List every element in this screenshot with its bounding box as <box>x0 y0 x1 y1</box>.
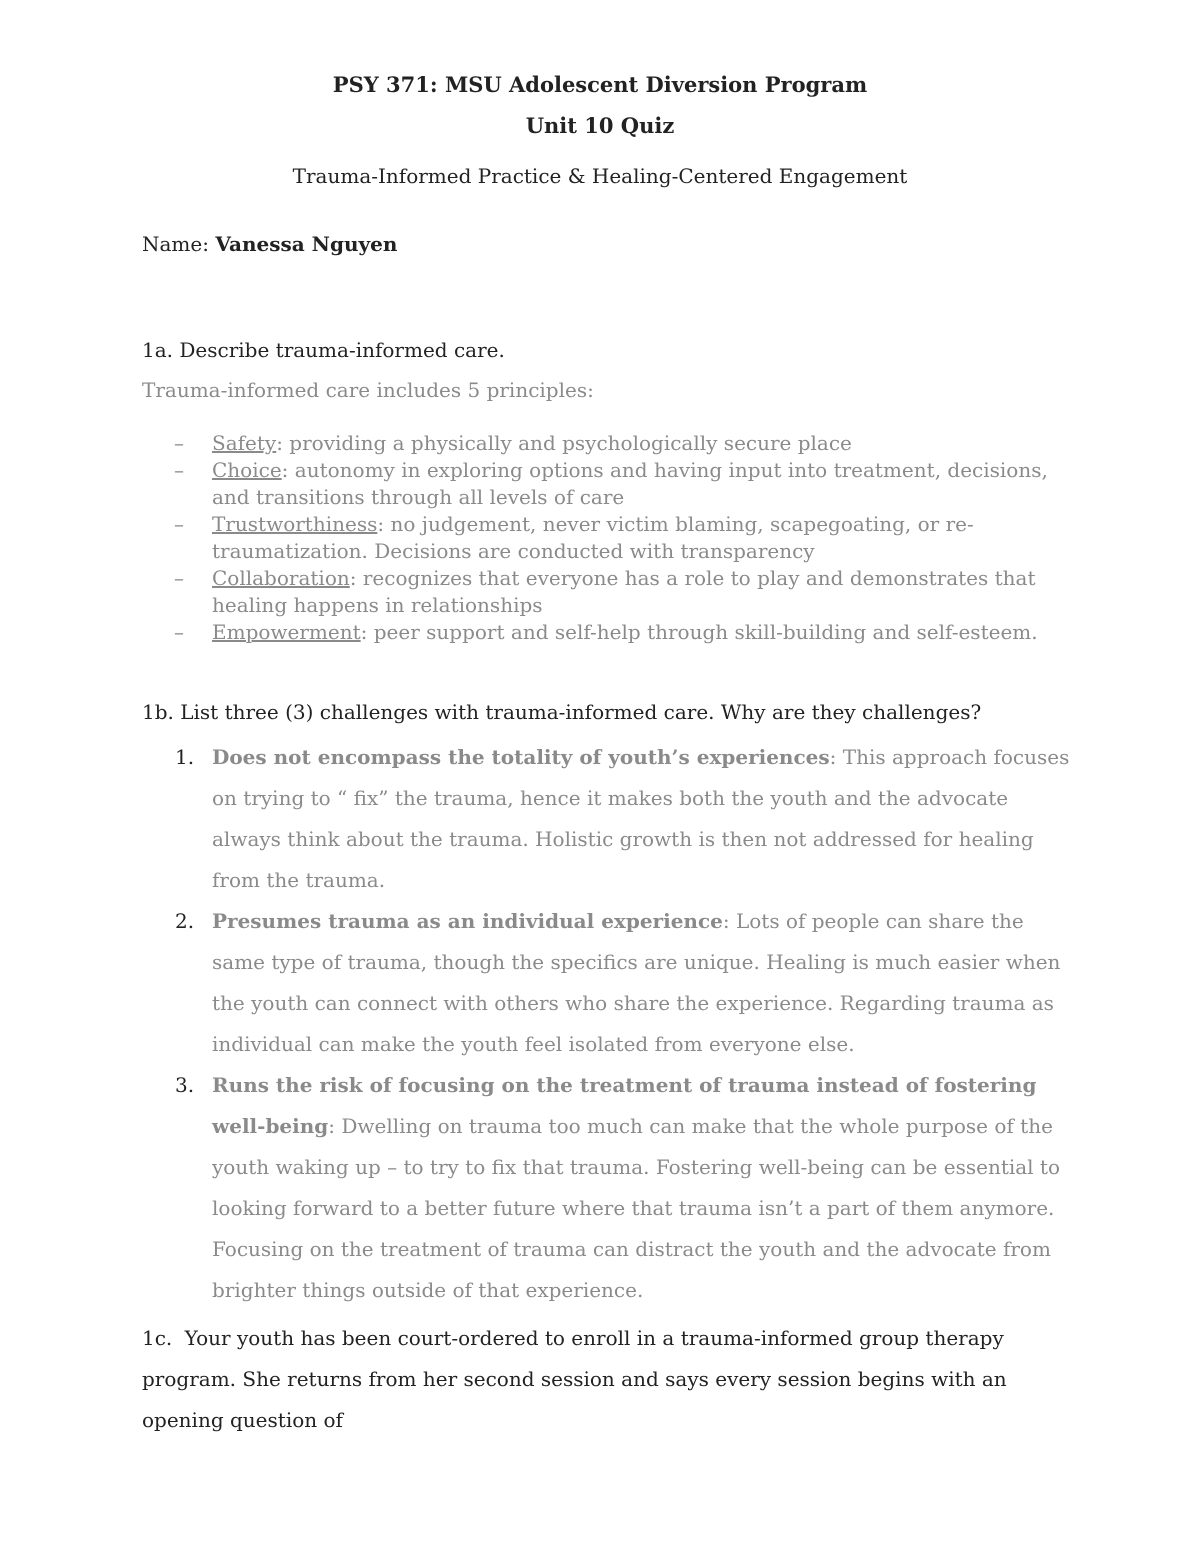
principle-item: – Trustworthiness: no judgement, never victim blaming, scapegoating, or re-traumatization. Decisions are conducted with transparency <box>174 512 974 563</box>
principle-term: Empowerment <box>212 620 361 644</box>
challenge-item <box>142 901 1072 1065</box>
principle-term: Safety <box>212 431 277 455</box>
principle-text: : recognizes that everyone has a role to play and demonstrates that healing happens in relationships <box>212 566 1036 617</box>
challenge-heading: Presumes trauma as an individual experience <box>212 909 723 933</box>
principle-term: Trustworthiness <box>212 512 378 536</box>
challenge-text: : Lots of people can share the same type of trauma, though the specifics are unique. Healing is much easier when the youth can connect with others who share the experience. Regarding trauma as individual can make the youth feel isolated from everyone else. <box>212 909 1061 1056</box>
question-1c-label: 1c. <box>142 1326 173 1350</box>
challenge-item <box>142 1065 1072 1311</box>
principle-term: Collaboration <box>212 566 350 590</box>
challenge-text: : Dwelling on trauma too much can make that the whole purpose of the youth waking up – to try to fix that trauma. Fostering well-being can be essential to looking forward to a better future where that trauma isn’t a part of them anymore. Focusing on the treatment of trauma can distract the youth and the advocate from brighter things outside of that experience. <box>212 1114 1061 1302</box>
principle-text: : no judgement, never victim blaming, scapegoating, or re-traumatization. Decisions are conducted with transparency <box>212 512 974 563</box>
challenge-number: 2. <box>175 909 195 933</box>
principles-list <box>142 430 1072 646</box>
challenge-heading: Does not encompass the totality of youth’s experiences <box>212 745 830 769</box>
question-1c-text: Your youth has been court-ordered to enroll in a trauma-informed group therapy program. She returns from her second session and says every session begins with an opening question of <box>142 1326 1007 1432</box>
answer-1a-intro: Trauma-informed care includes 5 principles: <box>142 378 594 402</box>
topic-title: Trauma-Informed Practice & Healing-Centered Engagement <box>292 164 908 188</box>
challenge-number: 1. <box>175 745 195 769</box>
challenge-item <box>142 737 1072 901</box>
unit-title: Unit 10 Quiz <box>525 113 675 138</box>
question-1b: 1b. List three (3) challenges with trauma-informed care. Why are they challenges? <box>142 700 982 724</box>
challenge-number: 3. <box>175 1073 195 1097</box>
course-title: PSY 371: MSU Adolescent Diversion Program <box>332 72 868 97</box>
challenges-list <box>142 737 1072 1311</box>
principle-term: Choice <box>212 458 282 482</box>
principle-text: : autonomy in exploring options and having input into treatment, decisions, and transitions through all levels of care <box>212 458 1048 509</box>
question-1c <box>142 1318 1062 1441</box>
student-name: Vanessa Nguyen <box>215 232 398 256</box>
principle-item: – Collaboration: recognizes that everyone has a role to play and demonstrates that healing happens in relationships <box>174 566 1036 617</box>
principle-item: – Empowerment: peer support and self-help through skill-building and self-esteem. <box>174 620 1038 644</box>
principle-text: : providing a physically and psychologically secure place <box>276 431 852 455</box>
principle-text: : peer support and self-help through skill-building and self-esteem. <box>360 620 1038 644</box>
principle-item: – Safety: providing a physically and psychologically secure place <box>174 431 852 455</box>
challenge-text: : This approach focuses on trying to “ fix” the trauma, hence it makes both the youth and the advocate always think about the trauma. Holistic growth is then not addressed for healing from the trauma. <box>212 745 1070 892</box>
question-1a: 1a. Describe trauma-informed care. <box>142 338 505 362</box>
name-label: Name: <box>142 232 209 256</box>
student-name-line <box>142 232 397 256</box>
challenge-heading: Runs the risk of focusing on the treatment of trauma instead of fostering well-being <box>212 1073 1037 1138</box>
principle-item: – Choice: autonomy in exploring options and having input into treatment, decisions, and transitions through all levels of care <box>174 458 1048 509</box>
